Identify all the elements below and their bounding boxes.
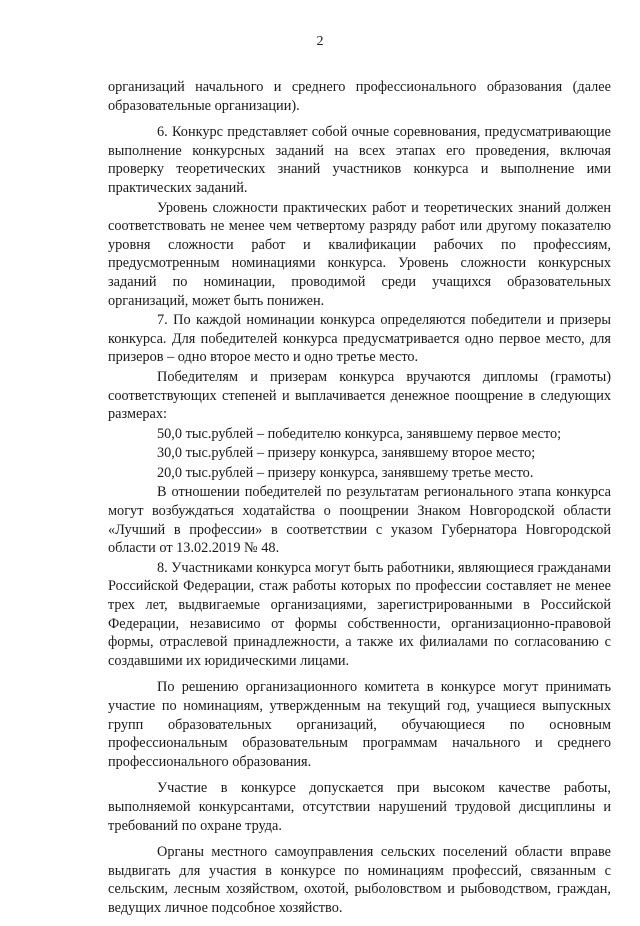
document-body bbox=[108, 78, 611, 926]
prize-line: 30,0 тыс.рублей – призеру конкурса, занявшему второе место; bbox=[157, 445, 536, 462]
paragraph: Участие в конкурсе допускается при высоком качестве работы, выполняемой конкурсантами, отсутствии нарушений трудовой дисциплины и требований по охране труда. bbox=[108, 780, 611, 834]
page-number: 2 bbox=[316, 34, 324, 49]
paragraph: В отношении победителей по результатам регионального этапа конкурса могут возбуждаться ходатайства о поощрении Знаком Новгородской области «Лучший в профессии» в соответствии с указом Губернатора Новгородской области от 13.02.2019 № 48. bbox=[108, 484, 611, 557]
paragraph: По решению организационного комитета в конкурсе могут принимать участие по номинациям, утвержденным на текущий год, учащиеся выпускных групп образовательных организаций, обучающиеся по основным профессиональным образовательным программам начального и среднего профессионального образования. bbox=[108, 679, 611, 770]
paragraph: 8. Участниками конкурса могут быть работники, являющиеся гражданами Российской Федерации, стаж работы которых по профессии составляет не менее трех лет, выдвигаемые организациями, зарегистрированными в Российской Федерации, независимо от формы собственности, организационно-правовой формы, отраслевой принадлежности, а также их филиалами по согласованию с создавшими их юридическими лицами. bbox=[108, 559, 611, 669]
paragraph: Органы местного самоуправления сельских поселений области вправе выдвигать для участия в конкурсе по номинациям профессий, связанным с сельским, лесным хозяйством, охотой, рыболовством и рыбоводством, граждан, ведущих личное подсобное хозяйство. bbox=[108, 844, 611, 916]
paragraph: Победителям и призерам конкурса вручаются дипломы (грамоты) соответствующих степеней и выплачивается денежное поощрение в следующих размерах: bbox=[108, 368, 611, 423]
prize-line: 20,0 тыс.рублей – призеру конкурса, занявшему третье место. bbox=[157, 464, 534, 481]
paragraph: организаций начального и среднего профессионального образования (далее образовательные организации). bbox=[108, 79, 611, 114]
paragraph: 7. По каждой номинации конкурса определяются победители и призеры конкурса. Для победителей конкурса предусматривается одно первое место, для призеров – одно второе место и одно третье место. bbox=[108, 312, 611, 366]
paragraph: Уровень сложности практических работ и теоретических знаний должен соответствовать не менее чем четвертому разряду работ или другому показателю уровня сложности работ и квалификации рабочих по профессиям, предусмотренным номинациями конкурса. Уровень сложности конкурсных заданий по номинации, проводимой среди учащихся образовательных организаций, может быть понижен. bbox=[108, 199, 611, 309]
prize-line: 50,0 тыс.рублей – победителю конкурса, занявшему первое место; bbox=[157, 425, 562, 442]
paragraph: 6. Конкурс представляет собой очные соревнования, предусматривающие выполнение конкурсных заданий на всех этапах его проведения, включая проверку теоретических знаний участников конкурса и выполнение ими практических заданий. bbox=[108, 124, 611, 196]
